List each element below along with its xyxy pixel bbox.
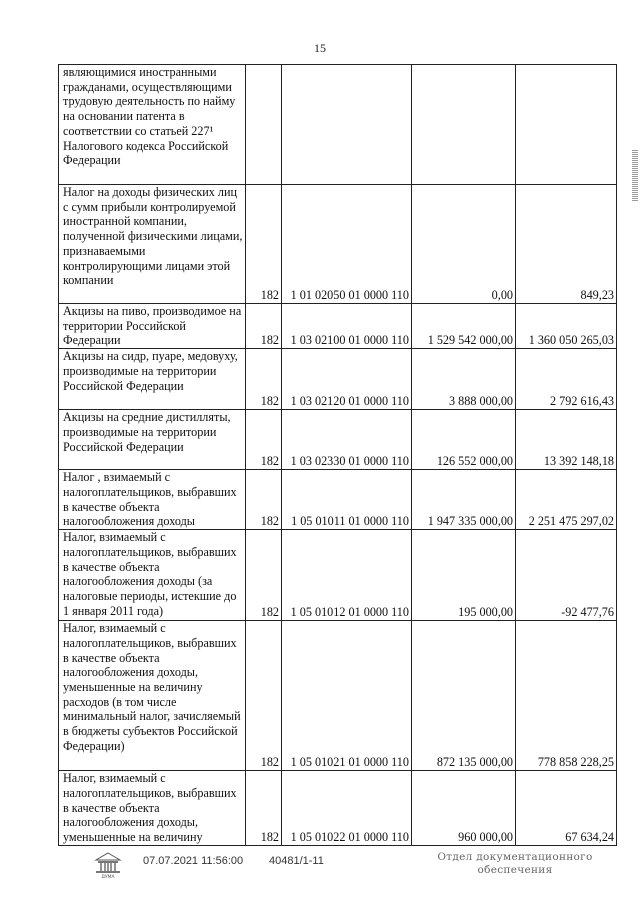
row-approved: 3 888 000,00 <box>412 349 516 410</box>
table-row <box>59 771 617 846</box>
row-admin-code: 182 <box>246 304 282 349</box>
row-budget-code: 1 01 02050 01 0000 110 <box>282 185 412 304</box>
row-budget-code: 1 05 01021 01 0000 110 <box>282 621 412 771</box>
row-executed: 778 858 228,25 <box>516 621 617 771</box>
row-budget-code: 1 03 02330 01 0000 110 <box>282 410 412 470</box>
row-executed: -92 477,76 <box>516 530 617 621</box>
row-admin-code: 182 <box>246 621 282 771</box>
row-admin-code: 182 <box>246 771 282 846</box>
duma-logo-icon <box>93 852 123 878</box>
scan-edge-mark <box>632 150 638 202</box>
stamp-line-2: обеспечения <box>477 864 553 876</box>
footer-datetime: 07.07.2021 11:56:00 <box>143 855 244 867</box>
row-budget-code <box>282 65 412 185</box>
table-row <box>59 410 617 470</box>
revenue-table <box>58 64 617 846</box>
footer-doc-number: 40481/1-11 <box>269 855 324 867</box>
table-row <box>59 621 617 771</box>
row-admin-code: 182 <box>246 349 282 410</box>
department-stamp <box>430 851 600 877</box>
row-name: Акцизы на средние дистилляты, производимые на территории Российской Федерации <box>59 410 246 470</box>
row-approved: 126 552 000,00 <box>412 410 516 470</box>
stamp-line-1: Отдел документационного <box>437 851 593 863</box>
row-budget-code: 1 03 02100 01 0000 110 <box>282 304 412 349</box>
row-approved: 1 529 542 000,00 <box>412 304 516 349</box>
row-budget-code: 1 05 01011 01 0000 110 <box>282 470 412 530</box>
table-row <box>59 65 617 185</box>
table-row <box>59 304 617 349</box>
row-name: Налог, взимаемый с налогоплательщиков, выбравших в качестве объекта налогообложения доходы, уменьшенные на величину расходов (в том числе минимальный налог, зачисляемый в бюджеты субъектов Российской Федерации) <box>59 621 246 771</box>
row-name: являющимися иностранными гражданами, осуществляющими трудовую деятельность по найму на основании патента в соответствии со статьей 227¹ Налогового кодекса Российской Федерации <box>59 65 246 185</box>
row-admin-code: 182 <box>246 530 282 621</box>
table-row <box>59 185 617 304</box>
row-name: Налог, взимаемый с налогоплательщиков, выбравших в качестве объекта налогообложения доходы, уменьшенные на величину <box>59 771 246 846</box>
row-approved: 872 135 000,00 <box>412 621 516 771</box>
row-executed: 13 392 148,18 <box>516 410 617 470</box>
row-approved: 960 000,00 <box>412 771 516 846</box>
row-approved: 0,00 <box>412 185 516 304</box>
row-executed <box>516 65 617 185</box>
row-name: Налог на доходы физических лиц с сумм прибыли контролируемой иностранной компании, полученной физическими лицами, признаваемыми контролирующими лицами этой компании <box>59 185 246 304</box>
table-row <box>59 530 617 621</box>
svg-text:ДУМА: ДУМА <box>101 875 115 878</box>
row-admin-code: 182 <box>246 410 282 470</box>
table-row <box>59 349 617 410</box>
row-executed: 1 360 050 265,03 <box>516 304 617 349</box>
row-approved: 195 000,00 <box>412 530 516 621</box>
row-executed: 67 634,24 <box>516 771 617 846</box>
table-row <box>59 470 617 530</box>
row-approved <box>412 65 516 185</box>
row-budget-code: 1 05 01012 01 0000 110 <box>282 530 412 621</box>
row-budget-code: 1 03 02120 01 0000 110 <box>282 349 412 410</box>
row-executed: 2 251 475 297,02 <box>516 470 617 530</box>
page-number: 15 <box>314 41 326 55</box>
row-name: Акцизы на сидр, пуаре, медовуху, производимые на территории Российской Федерации <box>59 349 246 410</box>
row-approved: 1 947 335 000,00 <box>412 470 516 530</box>
row-admin-code: 182 <box>246 470 282 530</box>
row-name: Акцизы на пиво, производимое на территории Российской Федерации <box>59 304 246 349</box>
row-executed: 2 792 616,43 <box>516 349 617 410</box>
row-name: Налог , взимаемый с налогоплательщиков, выбравших в качестве объекта налогообложения доходы <box>59 470 246 530</box>
row-admin-code: 182 <box>246 185 282 304</box>
row-admin-code <box>246 65 282 185</box>
row-budget-code: 1 05 01022 01 0000 110 <box>282 771 412 846</box>
row-name: Налог, взимаемый с налогоплательщиков, выбравших в качестве объекта налогообложения доходы (за налоговые периоды, истекшие до 1 января 2011 года) <box>59 530 246 621</box>
row-executed: 849,23 <box>516 185 617 304</box>
